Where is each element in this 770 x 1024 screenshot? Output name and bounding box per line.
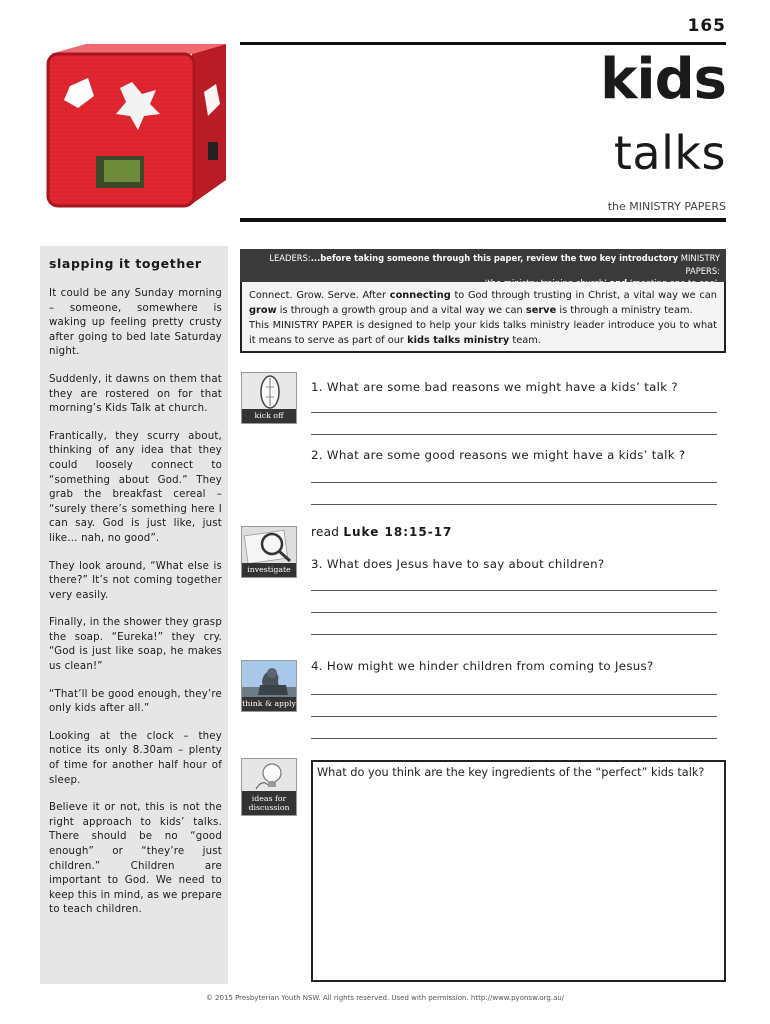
leaders-note-banner: [240, 249, 726, 282]
ideas-label-line-1: ideas for: [251, 794, 287, 803]
intro-box: [240, 282, 726, 353]
answer-line[interactable]: [311, 482, 717, 483]
intro-text: This MINISTRY PAPER is designed to help your kids talks ministry leader introduce you to what it means to serve as part of our: [249, 320, 717, 346]
sidebar-heading: slapping it together: [49, 256, 202, 271]
discussion-question: What do you think are the key ingredients of the “perfect” kids talk?: [317, 766, 705, 779]
sidebar-paragraph: Suddenly, it dawns on them that they are rostered on for that morning’s Kids Talk at church.: [49, 373, 222, 415]
intro-text: is through a growth group and a vital way we can: [279, 305, 523, 316]
answer-line[interactable]: [311, 590, 717, 591]
header-rule: [240, 218, 726, 222]
answer-line[interactable]: [311, 694, 717, 695]
think-and-apply-icon: [241, 660, 297, 712]
intro-bold-connecting: connecting: [389, 290, 451, 301]
ideas-for-discussion-icon: [241, 758, 297, 816]
sidebar-paragraph: “That’ll be good enough, they’re only kids after all.”: [49, 688, 222, 715]
think-and-apply-label: think & apply: [242, 697, 296, 711]
leaders-text: ...before taking someone through this paper, review the two key introductory: [310, 253, 679, 263]
intro-bold-grow: grow: [249, 305, 277, 316]
sidebar-paragraph: It could be any Sunday morning – someone, somewhere is waking up feeling pretty crusty after going to bed late Saturday night.: [49, 288, 222, 358]
leaders-prefix: LEADERS:: [269, 253, 311, 263]
answer-line[interactable]: [311, 634, 717, 635]
question-4: 4. How might we hinder children from coming to Jesus?: [311, 659, 654, 673]
intro-text: Connect. Grow. Serve. After: [249, 290, 387, 301]
intro-text: team.: [512, 335, 541, 346]
answer-line[interactable]: [311, 716, 717, 717]
answer-line[interactable]: [311, 412, 717, 413]
sidebar-paragraph: Believe it or not, this is not the right approach to kids’ talks. There should be no “good enough” or “they’re just children.” Children are important to God. We need to keep this in mind, as we prepare to teach children.: [49, 802, 222, 916]
intro-text: to God through trusting in Christ, a vital way we can: [454, 290, 717, 301]
answer-line[interactable]: [311, 738, 717, 739]
bible-reading: [311, 525, 452, 539]
answer-line[interactable]: [311, 504, 717, 505]
series-subtitle: the MINISTRY PAPERS: [607, 200, 726, 213]
question-3: 3. What does Jesus have to say about children?: [311, 557, 605, 571]
shape-sorter-cube-image: [44, 42, 230, 208]
question-2: 2. What are some good reasons we might have a kids’ talk ?: [311, 448, 686, 462]
answer-line[interactable]: [311, 434, 717, 435]
question-1: 1. What are some bad reasons we might have a kids’ talk ?: [311, 380, 678, 394]
sidebar-paragraph: Finally, in the shower they grasp the soap. “Eureka!” they cry. “God is just like soap, he makes us clean!”: [49, 617, 222, 673]
top-rule: [240, 42, 726, 45]
investigate-icon: [241, 526, 297, 578]
answer-line[interactable]: [311, 612, 717, 613]
intro-text: is through a ministry team.: [559, 305, 693, 316]
kick-off-icon: [241, 372, 297, 424]
leaders-caps: MINISTRY PAPERS:: [680, 253, 720, 276]
ideas-label-line-2: discussion: [248, 803, 290, 812]
sidebar-paragraph: Looking at the clock – they notice its only 8.30am – plenty of time for another half hour of sleep.: [49, 730, 222, 786]
read-prefix: read: [311, 525, 340, 539]
investigate-label: investigate: [242, 563, 296, 577]
sidebar-paragraph: Frantically, they scurry about, thinking of any idea that they could loosely connect to “something about God.” They grab the breakfast cereal – “surely there’s something here I can say. God is just like, just like… nah, no good”.: [49, 430, 222, 544]
intro-bold-serve: serve: [525, 305, 557, 316]
copyright-footer: © 2015 Presbyterian Youth NSW. All rights reserved. Used with permission. http://www.pyonsw.org.au/: [205, 994, 565, 1002]
kick-off-label: kick off: [242, 409, 296, 423]
sidebar-story: [40, 246, 228, 984]
sidebar-paragraph: They look around, “What else is there?” It’s not coming together very easily.: [49, 560, 222, 601]
ideas-for-discussion-label: [242, 791, 296, 815]
intro-bold-kids-talks-ministry: kids talks ministry: [407, 335, 510, 346]
title-talks: talks: [613, 126, 726, 180]
title-kids: kids: [600, 47, 726, 112]
page-number: 165: [687, 16, 726, 36]
discussion-box[interactable]: [311, 760, 726, 982]
read-reference: Luke 18:15-17: [343, 525, 453, 539]
